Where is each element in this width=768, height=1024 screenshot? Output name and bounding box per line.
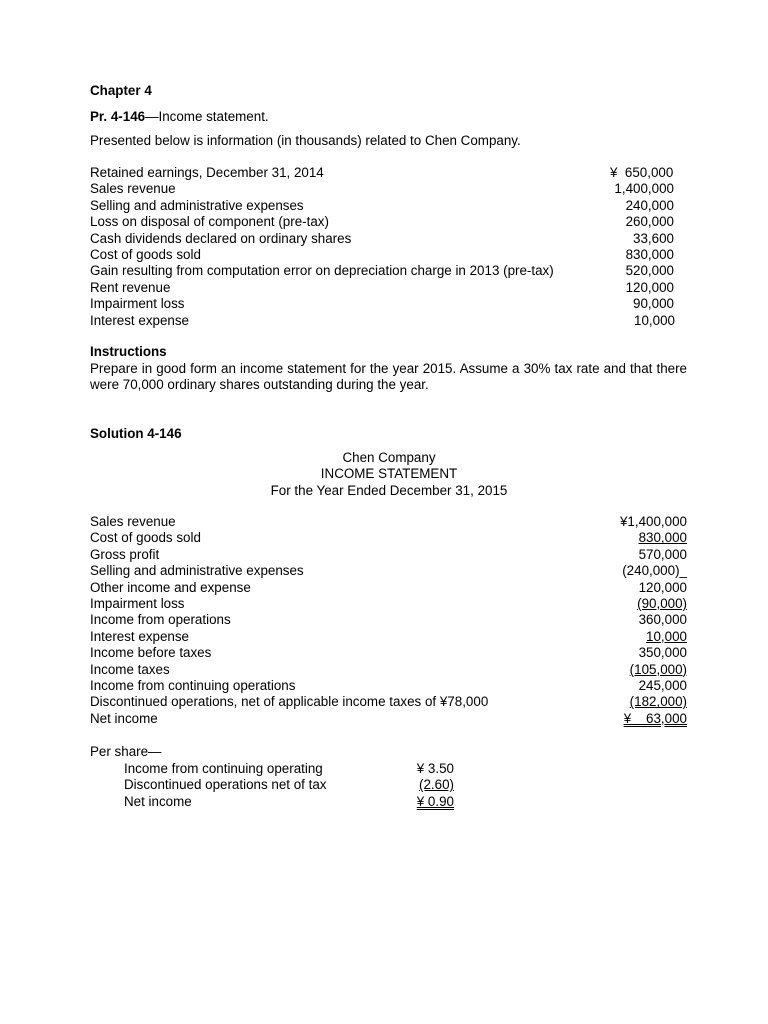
statement-label: Impairment loss	[90, 595, 185, 611]
per-share-heading: Per share—	[90, 744, 162, 759]
info-row	[90, 181, 680, 197]
per-share-amount: ¥ 3.50	[416, 761, 454, 776]
statement-amount: 830,000	[638, 530, 687, 546]
chapter-heading: Chapter 4	[90, 83, 152, 98]
info-label: Impairment loss	[90, 296, 185, 312]
statement-row	[90, 612, 687, 628]
info-row	[90, 231, 680, 247]
info-amount: 520,000	[625, 263, 674, 279]
statement-amount: 360,000	[638, 612, 687, 628]
per-share-list	[124, 761, 454, 810]
statement-label: Interest expense	[90, 628, 190, 644]
income-statement	[90, 514, 687, 727]
statement-label: Income before taxes	[90, 645, 212, 661]
info-label: Interest expense	[90, 312, 190, 328]
statement-row	[90, 629, 687, 645]
info-amount: 260,000	[625, 214, 674, 230]
statement-row	[90, 711, 687, 727]
info-label: Selling and administrative expenses	[90, 197, 304, 213]
statement-label: Income taxes	[90, 661, 170, 677]
statement-amount: ¥ 63,000	[623, 710, 687, 726]
per-share-amount: ¥ 0.90	[416, 793, 454, 809]
statement-row	[90, 547, 687, 563]
info-row	[90, 214, 680, 230]
info-row	[90, 313, 680, 329]
statement-row	[90, 563, 687, 579]
info-label: Cost of goods sold	[90, 246, 201, 262]
statement-row	[90, 530, 687, 546]
statement-amount: 570,000	[638, 546, 687, 562]
statement-label: Selling and administrative expenses	[90, 563, 304, 579]
statement-row	[90, 645, 687, 661]
info-amount: 90,000	[633, 296, 674, 312]
problem-title	[90, 109, 269, 125]
instructions-text: Prepare in good form an income statement for the year 2015. Assume a 30% tax rate and that there were 70,000 ordinary shares outstanding during the year.	[90, 361, 687, 392]
instructions-heading: Instructions	[90, 344, 167, 359]
statement-amount: 245,000	[638, 677, 687, 693]
company-name: Chen Company	[342, 450, 436, 465]
per-share-amount: (2.60)	[419, 777, 454, 793]
info-row	[90, 198, 680, 214]
info-label: Loss on disposal of component (pre-tax)	[90, 214, 329, 230]
statement-label: Income from operations	[90, 612, 231, 628]
info-row	[90, 165, 680, 181]
statement-row	[90, 580, 687, 596]
info-amount: 33,600	[633, 230, 674, 246]
solution-heading: Solution 4-146	[90, 426, 182, 441]
info-label: Retained earnings, December 31, 2014	[90, 165, 324, 180]
per-share-row	[124, 761, 454, 777]
statement-label: Income from continuing operations	[90, 677, 296, 693]
statement-row	[90, 596, 687, 612]
statement-amount: 120,000	[638, 579, 687, 595]
info-row	[90, 263, 680, 279]
info-list	[90, 165, 680, 329]
info-row	[90, 247, 680, 263]
statement-label: Sales revenue	[90, 514, 176, 529]
statement-amount: (240,000)_	[622, 563, 687, 579]
statement-amount: ¥1,400,000	[619, 514, 687, 529]
problem-number: Pr. 4-146	[90, 109, 146, 124]
statement-title: INCOME STATEMENT	[320, 466, 458, 481]
info-amount: ¥ 650,000	[610, 165, 674, 180]
statement-label: Other income and expense	[90, 579, 251, 595]
info-amount: 120,000	[625, 279, 674, 295]
statement-period: For the Year Ended December 31, 2015	[270, 483, 508, 498]
info-row	[90, 296, 680, 312]
statement-amount: (182,000)	[629, 694, 687, 710]
info-label: Cash dividends declared on ordinary shares	[90, 230, 352, 246]
per-share-label: Net income	[124, 793, 192, 809]
statement-row	[90, 514, 687, 530]
info-amount: 10,000	[634, 312, 675, 328]
per-share-label: Discontinued operations net of tax	[124, 777, 327, 793]
statement-label: Cost of goods sold	[90, 530, 201, 546]
problem-name: —Income statement.	[145, 109, 269, 124]
per-share-row	[124, 777, 454, 793]
intro-text: Presented below is information (in thousands) related to Chen Company.	[90, 133, 521, 148]
info-label: Sales revenue	[90, 181, 176, 197]
info-amount: 830,000	[625, 246, 674, 262]
statement-label: Gross profit	[90, 546, 160, 562]
info-label: Gain resulting from computation error on depreciation charge in 2013 (pre-tax)	[90, 263, 554, 279]
statement-amount: (90,000)	[637, 595, 687, 611]
per-share-row	[124, 794, 454, 810]
statement-amount: (105,000)	[629, 661, 687, 677]
statement-row	[90, 694, 687, 710]
statement-amount: 350,000	[638, 645, 687, 661]
info-row	[90, 280, 680, 296]
statement-amount: 10,000	[646, 628, 687, 644]
statement-row	[90, 678, 687, 694]
statement-row	[90, 662, 687, 678]
per-share-label: Income from continuing operating	[124, 761, 323, 776]
statement-label: Discontinued operations, net of applicable income taxes of ¥78,000	[90, 694, 489, 710]
info-amount: 240,000	[625, 197, 674, 213]
info-amount: 1,400,000	[614, 181, 674, 197]
info-label: Rent revenue	[90, 279, 171, 295]
statement-label: Net income	[90, 710, 158, 726]
